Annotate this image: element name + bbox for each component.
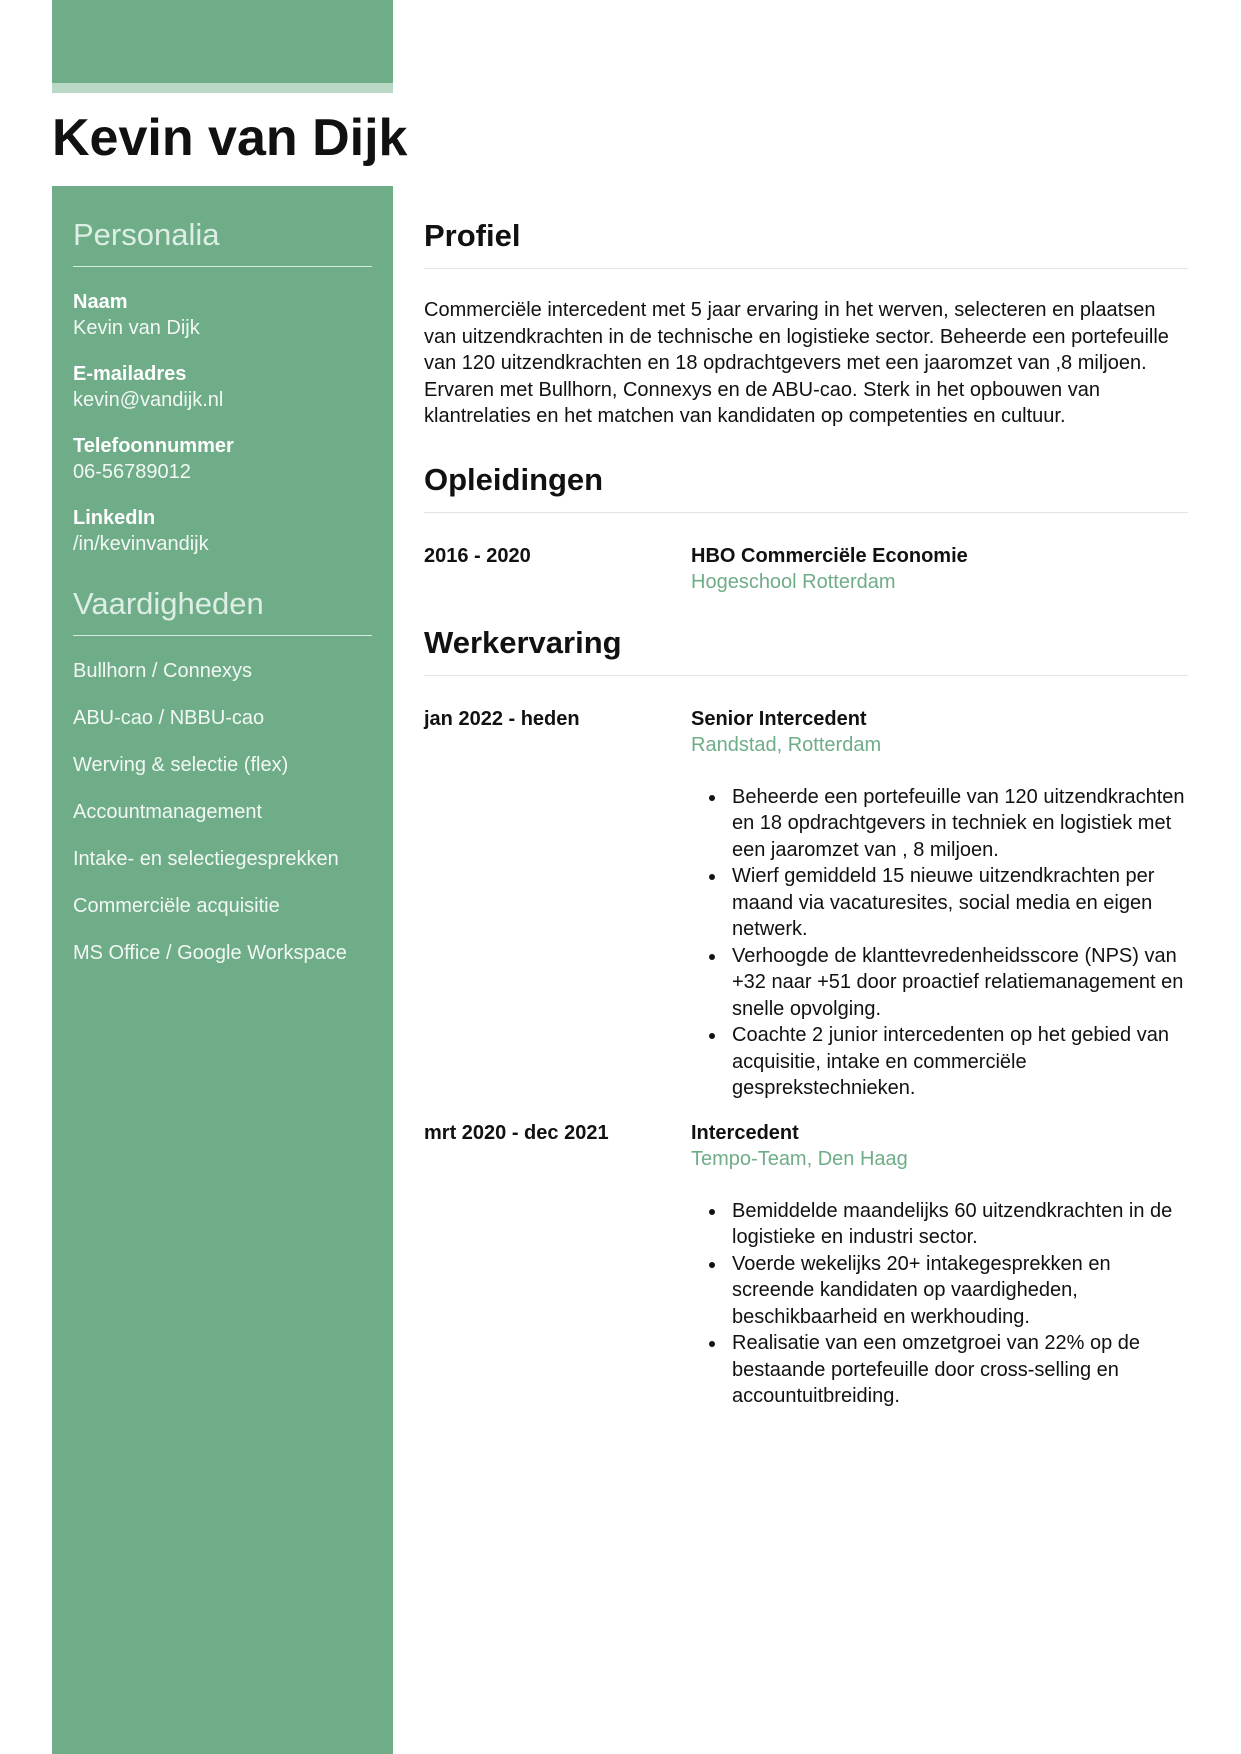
entry-organization: Hogeschool Rotterdam — [691, 570, 896, 593]
entry-body — [691, 543, 1188, 595]
skill-item: MS Office / Google Workspace — [73, 942, 347, 964]
bullet-item: Verhoogde de klanttevredenheidsscore (NPS) van +32 naar +51 door proactief relatiemanagement en snelle opvolging. — [732, 943, 1188, 1023]
bullet-item: Realisatie van een omzetgroei van 22% op de bestaande portefeuille door cross-selling en accountuitbreiding. — [732, 1330, 1188, 1410]
contact-value: kevin@vandijk.nl — [73, 389, 224, 411]
contact-item-linkedin — [73, 505, 372, 557]
contact-value: 06-56789012 — [73, 461, 191, 483]
sidebar-top-band — [52, 0, 393, 83]
candidate-name: Kevin van Dijk — [52, 109, 408, 167]
entry-title: Senior Intercedent — [691, 707, 867, 730]
sidebar — [52, 186, 393, 1754]
contact-item-email — [73, 361, 372, 413]
contact-label: LinkedIn — [73, 507, 156, 529]
sidebar-top-stripe — [52, 83, 393, 93]
profile-heading: Profiel — [424, 216, 1188, 269]
work-entry — [424, 706, 1188, 1102]
entry-bullets — [691, 1198, 1188, 1410]
entry-title: Intercedent — [691, 1121, 799, 1144]
contact-value: Kevin van Dijk — [73, 317, 200, 339]
education-heading: Opleidingen — [424, 460, 1188, 513]
entry-body — [691, 1120, 1188, 1410]
entry-date: jan 2022 - heden — [424, 707, 580, 730]
contact-value: /in/kevinvandijk — [73, 533, 209, 555]
education-entry — [424, 543, 1188, 595]
contact-item-phone — [73, 433, 372, 485]
entry-organization: Randstad, Rotterdam — [691, 733, 882, 756]
entry-title: HBO Commerciële Economie — [691, 544, 968, 567]
skill-item: Commerciële acquisitie — [73, 895, 280, 917]
skill-item: ABU-cao / NBBU-cao — [73, 707, 265, 729]
entry-body — [691, 706, 1188, 1102]
profile-section — [424, 216, 1188, 430]
bullet-item: Beheerde een portefeuille van 120 uitzendkrachten en 18 opdrachtgevers in techniek en logistiek met een jaaromzet van , 8 miljoen. — [732, 784, 1188, 864]
work-heading: Werkervaring — [424, 623, 1188, 676]
main-content — [424, 186, 1188, 1410]
entry-organization: Tempo-Team, Den Haag — [691, 1147, 908, 1170]
work-entry — [424, 1120, 1188, 1410]
skill-item: Intake- en selectiegesprekken — [73, 848, 339, 870]
skill-item: Werving & selectie (flex) — [73, 754, 289, 776]
work-section — [424, 623, 1188, 1410]
entry-date: 2016 - 2020 — [424, 544, 531, 567]
education-section — [424, 460, 1188, 595]
skill-item: Bullhorn / Connexys — [73, 660, 252, 682]
contact-label: Naam — [73, 291, 128, 313]
contact-item-naam — [73, 289, 372, 341]
entry-bullets — [691, 784, 1188, 1102]
skills-list — [73, 658, 372, 966]
profile-text: Commerciële intercedent met 5 jaar ervaring in het werven, selecteren en plaatsen van uitzendkrachten in de technische en logistieke sector. Beheerde een portefeuille van 120 uitzendkrachten en 18 opdrachtgevers met een jaaromzet van ,8 miljoen. Ervaren met Bullhorn, Connexys en de ABU-cao. Sterk in het opbouwen van klantrelaties en het matchen van kandidaten op competenties en cultuur. — [424, 299, 1169, 427]
entry-date: mrt 2020 - dec 2021 — [424, 1121, 609, 1144]
personalia-heading: Personalia — [73, 216, 372, 267]
skills-heading: Vaardigheden — [73, 585, 372, 636]
skill-item: Accountmanagement — [73, 801, 263, 823]
contact-label: Telefoonnummer — [73, 435, 234, 457]
bullet-item: Coachte 2 junior intercedenten op het gebied van acquisitie, intake en commerciële gesprekstechnieken. — [732, 1022, 1188, 1102]
contact-list — [73, 289, 372, 557]
bullet-item: Bemiddelde maandelijks 60 uitzendkrachten in de logistieke en industri sector. — [732, 1198, 1188, 1251]
bullet-item: Voerde wekelijks 20+ intakegesprekken en screende kandidaten op vaardigheden, beschikbaarheid en werkhouding. — [732, 1251, 1188, 1331]
contact-label: E-mailadres — [73, 363, 187, 385]
bullet-item: Wierf gemiddeld 15 nieuwe uitzendkrachten per maand via vacaturesites, social media en eigen netwerk. — [732, 863, 1188, 943]
